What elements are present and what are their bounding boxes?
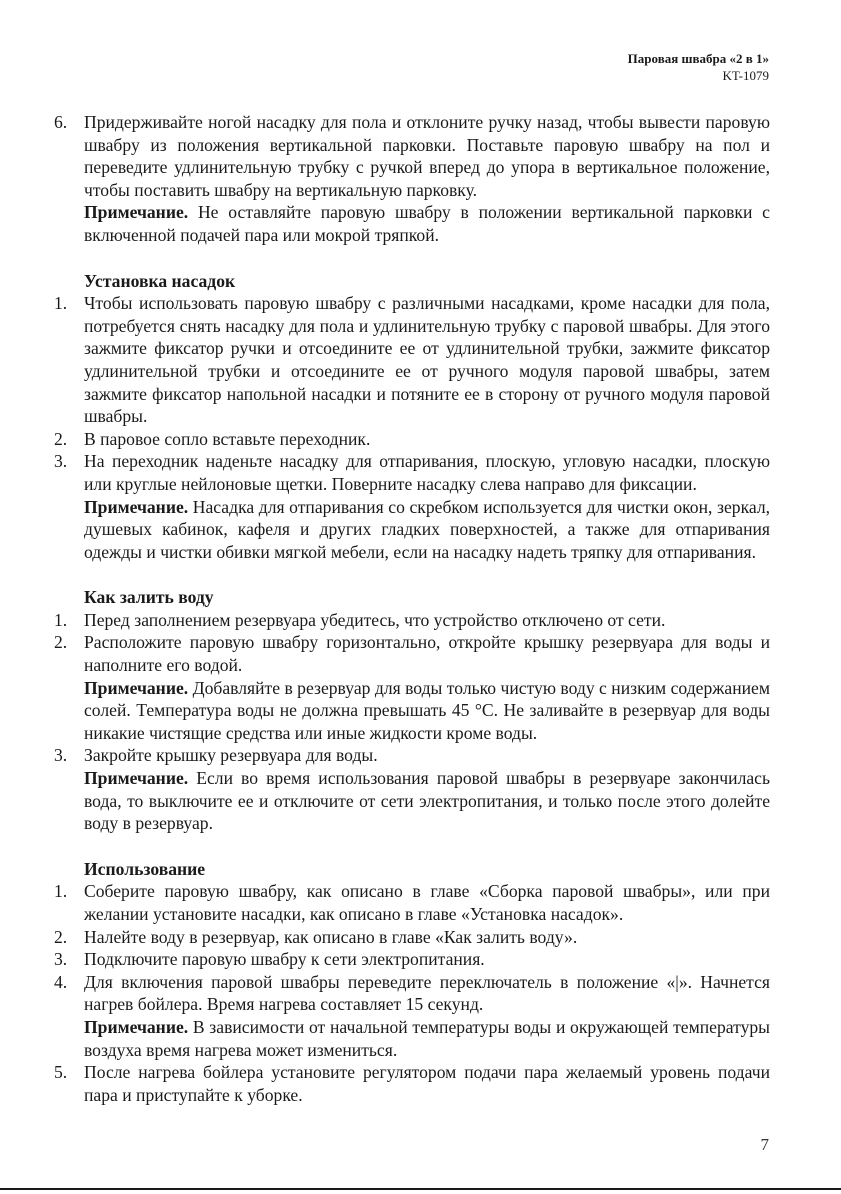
item-text: Соберите паровую швабру, как описано в главе «Сборка паровой швабры», или при желании установите насадки, как описано в главе «Установка насадок». bbox=[84, 881, 770, 924]
section-heading: Установка насадок bbox=[84, 270, 236, 291]
item-number: 4. bbox=[54, 971, 68, 992]
list-item bbox=[50, 292, 770, 428]
item-number: 2. bbox=[54, 632, 68, 653]
item-text: Закройте крышку резервуара для воды. bbox=[84, 745, 378, 766]
document-body bbox=[50, 111, 770, 1106]
item-text: Для включения паровой швабры переведите переключатель в положение «|». Начнется нагрев бойлера. Время нагрева составляет 15 секунд. bbox=[84, 971, 770, 1015]
note-label: Примечание. bbox=[84, 496, 189, 517]
list-item bbox=[50, 428, 770, 451]
list-item bbox=[50, 631, 770, 676]
section-heading: Использование bbox=[84, 858, 206, 879]
note-text: Если во время использования паровой швабры в резервуаре закончилась вода, то выключите ее и отключите от сети электропитания, и только после этого долейте воду в резервуар. bbox=[84, 768, 770, 834]
note-text: Насадка для отпаривания со скребком используется для чистки окон, зеркал, душевых кабинок, кафеля и других гладких поверхностей, а также для отпаривания одежды и чистки обивки мягкой мебели, если на насадку надеть тряпку для отпаривания. bbox=[84, 496, 770, 562]
page-number: 7 bbox=[760, 1135, 769, 1154]
note-paragraph bbox=[50, 496, 770, 564]
list-item bbox=[50, 450, 770, 495]
item-text: На переходник наденьте насадку для отпаривания, плоскую, угловую насадки, плоскую или круглые нейлоновые щетки. Поверните насадку слева направо для фиксации. bbox=[84, 451, 770, 494]
item-number: 2. bbox=[54, 428, 68, 449]
note-text: Не оставляйте паровую швабру в положении вертикальной парковки с включенной подачей пара или мокрой тряпкой. bbox=[84, 202, 770, 245]
item-number: 3. bbox=[54, 949, 68, 970]
item-number: 2. bbox=[54, 926, 68, 947]
item-text: Придерживайте ногой насадку для пола и отклоните ручку назад, чтобы вывести паровую швабру из положения вертикальной парковки. Поставьте паровую швабру на пол и переведите удлинительную трубку с ручкой вперед до упора в вертикальное положение, чтобы поставить швабру на вертикальную парковку. bbox=[84, 112, 770, 200]
note-paragraph bbox=[50, 1016, 770, 1061]
header-title: Паровая швабра «2 в 1» bbox=[627, 51, 769, 66]
item-number: 3. bbox=[54, 451, 68, 472]
section-heading: Как залить воду bbox=[84, 587, 214, 608]
list-item bbox=[50, 880, 770, 925]
note-paragraph bbox=[50, 201, 770, 246]
list-item bbox=[50, 926, 770, 949]
note-paragraph bbox=[50, 677, 770, 745]
list-item bbox=[50, 971, 770, 1016]
item-text: Налейте воду в резервуар, как описано в главе «Как залить воду». bbox=[84, 926, 578, 947]
note-label: Примечание. bbox=[84, 768, 189, 789]
note-text: Добавляйте в резервуар для воды только чистую воду с низким содержанием солей. Температура воды не должна превышать 45 °С. Не заливайте в резервуар для воды никакие чистящие средства или иные жидкости кроме воды. bbox=[84, 677, 770, 743]
item-number: 6. bbox=[54, 112, 68, 132]
bottom-rule bbox=[0, 1188, 841, 1190]
note-label: Примечание. bbox=[84, 1016, 189, 1037]
note-paragraph bbox=[50, 767, 770, 835]
list-item bbox=[50, 744, 770, 767]
item-number: 3. bbox=[54, 745, 68, 766]
item-text: Чтобы использовать паровую швабру с различными насадками, кроме насадки для пола, потребуется снять насадку для пола и удлинительную трубку с паровой швабры. Для этого зажмите фиксатор ручки и отсоедините ее от удлинительной трубки, зажмите фиксатор удлинительной трубки и отсоедините ее от ручного модуля паровой швабры, затем зажмите фиксатор напольной насадки и потяните ее в сторону от ручного модуля паровой швабры. bbox=[84, 293, 770, 427]
page-header bbox=[628, 50, 769, 84]
item-number: 1. bbox=[54, 609, 68, 630]
list-item bbox=[50, 609, 770, 632]
item-number: 5. bbox=[54, 1062, 68, 1083]
note-label: Примечание. bbox=[84, 677, 189, 698]
item-number: 1. bbox=[54, 293, 68, 314]
note-text: В зависимости от начальной температуры воды и окружающей температуры воздуха время нагрева может измениться. bbox=[84, 1016, 770, 1060]
list-item bbox=[50, 111, 770, 201]
item-number: 1. bbox=[54, 881, 68, 902]
item-text: Расположите паровую швабру горизонтально, откройте крышку резервуара для воды и наполните его водой. bbox=[84, 632, 770, 676]
item-text: В паровое сопло вставьте переходник. bbox=[84, 428, 371, 449]
note-label: Примечание. bbox=[84, 202, 189, 223]
item-text: После нагрева бойлера установите регулятором подачи пара желаемый уровень подачи пара и приступайте к уборке. bbox=[84, 1062, 770, 1105]
header-model: KT-1079 bbox=[722, 68, 769, 83]
item-text: Перед заполнением резервуара убедитесь, что устройство отключено от сети. bbox=[84, 609, 666, 630]
item-text: Подключите паровую швабру к сети электропитания. bbox=[84, 949, 485, 970]
list-item bbox=[50, 948, 770, 971]
list-item bbox=[50, 1061, 770, 1106]
